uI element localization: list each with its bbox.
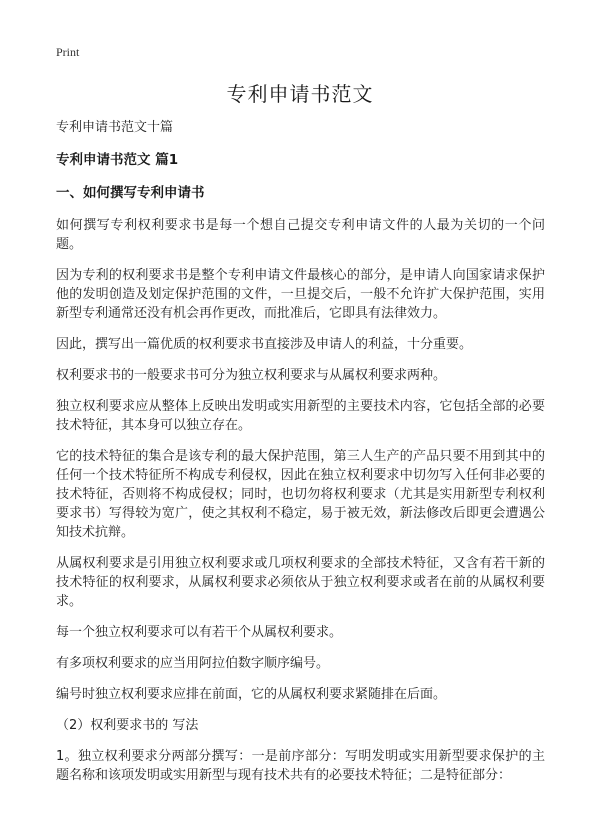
paragraph: 有多项权利要求的应当用阿拉伯数字顺序编号。: [56, 656, 330, 671]
paragraph: 编号时独立权利要求应排在前面，它的从属权利要求紧随排在后面。: [56, 687, 447, 702]
document-subtitle: 专利申请书范文十篇: [56, 120, 174, 135]
paragraph: 因此，撰写出一篇优质的权利要求书直接涉及申请人的利益，十分重要。: [56, 337, 473, 352]
sub-heading: 一、如何撰写专利申请书: [56, 185, 205, 201]
paragraph: 1。独立权利要求分两部分撰写：一是前序部分：写明发明或实用新型要求保护的主题名称和该项发明或实用新型与现有技术共有的必要技术特征；二是特征部分：: [56, 749, 545, 783]
paragraph: 如何撰写专利权利要求书是每一个想自己提交专利申请文件的人最为关切的一个问题。: [56, 218, 545, 252]
paragraph: 从属权利要求是引用独立权利要求或几项权利要求的全部技术特征，又含有若干新的技术特征的权利要求，从属权利要求必须依从于独立权利要求或者在前的从属权利要求。: [56, 556, 545, 609]
paragraph: 因为专利的权利要求书是整个专利申请文件最核心的部分，是申请人向国家请求保护他的发明创造及划定保护范围的文件，一旦提交后，一般不允许扩大保护范围，实用新型专利通常还没有机会再作更改，而批准后，它即具有法律效力。: [56, 268, 545, 321]
paragraph: （2）权利要求书的 写法: [56, 718, 199, 733]
document-title: 专利申请书范文: [226, 82, 374, 106]
document-body: [56, 118, 545, 797]
paragraph: 独立权利要求应从整体上反映出发明或实用新型的主要技术内容，它包括全部的必要技术特征，其本身可以独立存在。: [56, 399, 545, 433]
section-heading: 专利申请书范文 篇1: [56, 152, 179, 168]
paragraph: 每一个独立权利要求可以有若干个从属权利要求。: [56, 625, 343, 640]
paragraph: 权利要求书的一般要求书可分为独立权利要求与从属权利要求两种。: [56, 368, 447, 383]
paragraph: 它的技术特征的集合是该专利的最大保护范围，第三人生产的产品只要不用到其中的任何一个技术特征所不构成专利侵权，因此在独立权利要求中切勿写入任何非必要的技术特征，否则将不构成侵权；同时，也切勿将权利要求（尤其是实用新型专利权利要求书）写得较为宽广，使之其权利不稳定，易于被无效，新法修改后即更会遭遇公知技术抗辩。: [56, 449, 545, 540]
print-label: Print: [56, 45, 80, 59]
